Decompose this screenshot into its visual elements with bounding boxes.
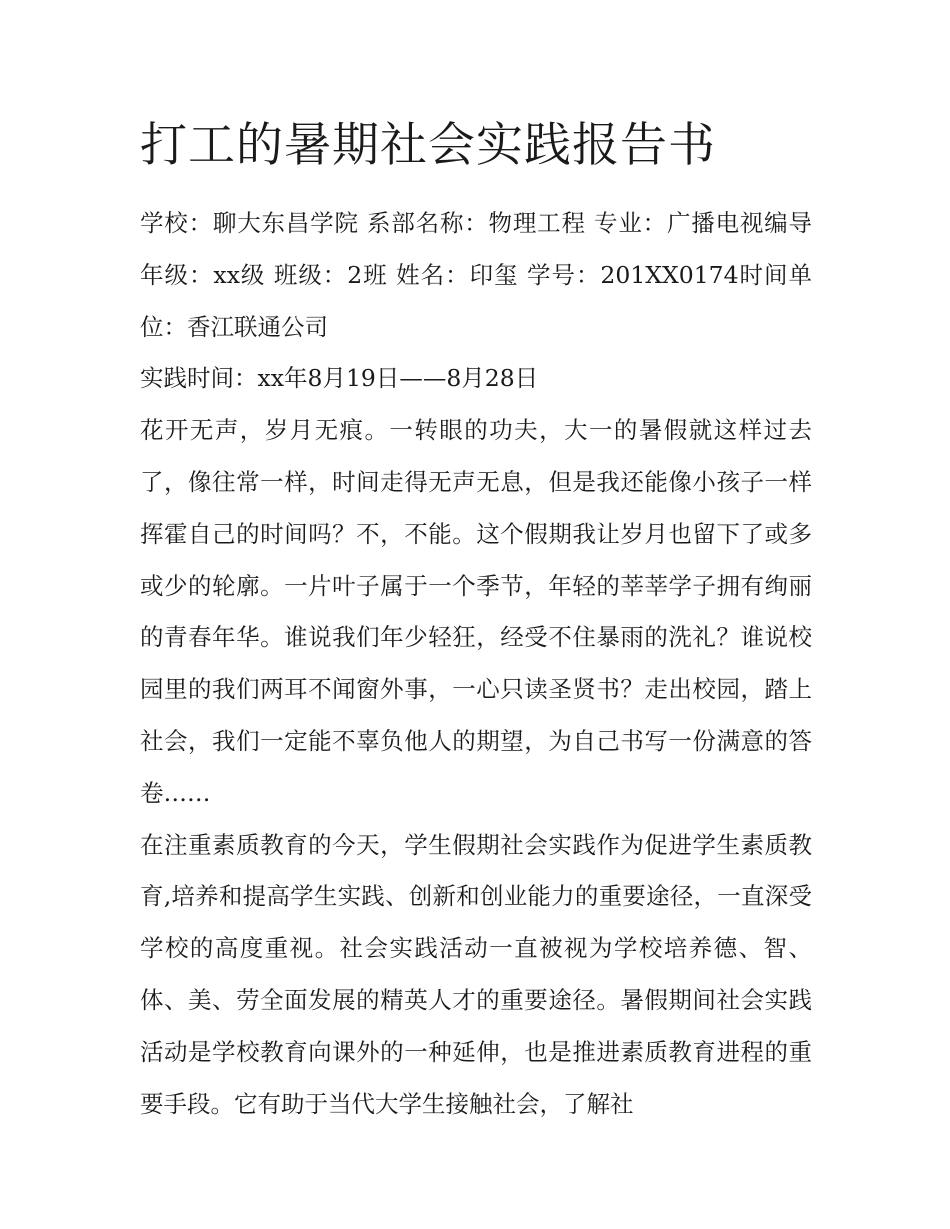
student-info-paragraph: 学校：聊大东昌学院 系部名称：物理工程 专业：广播电视编导 年级：xx级 班级：2班 姓名：印玺 学号：201XX0174时间单位：香江联通公司	[140, 209, 812, 341]
document-title: 打工的暑期社会实践报告书	[140, 118, 716, 173]
practice-time-paragraph: 实践时间：xx年8月19日——8月28日	[140, 364, 539, 393]
intro-paragraph: 花开无声，岁月无痕。一转眼的功夫，大一的暑假就这样过去了，像往常一样，时间走得无声无息，但是我还能像小孩子一样挥霍自己的时间吗？不，不能。这个假期我让岁月也留下了或多或少的轮廓。一片叶子属于一个季节，年轻的莘莘学子拥有绚丽的青春年华。谁说我们年少轻狂，经受不住暴雨的洗礼？谁说校园里的我们两耳不闻窗外事，一心只读圣贤书？走出校园，踏上社会，我们一定能不辜负他人的期望，为自己书写一份满意的答卷……	[140, 416, 812, 807]
document-body	[140, 110, 812, 1130]
background-paragraph: 在注重素质教育的今天，学生假期社会实践作为促进学生素质教育,培养和提高学生实践、创新和创业能力的重要途径，一直深受学校的高度重视。社会实践活动一直被视为学校培养德、智、体、美、劳全面发展的精英人才的重要途径。暑假期间社会实践活动是学校教育向课外的一种延伸，也是推进素质教育进程的重要手段。它有助于当代大学生接触社会，了解社	[140, 830, 812, 1118]
